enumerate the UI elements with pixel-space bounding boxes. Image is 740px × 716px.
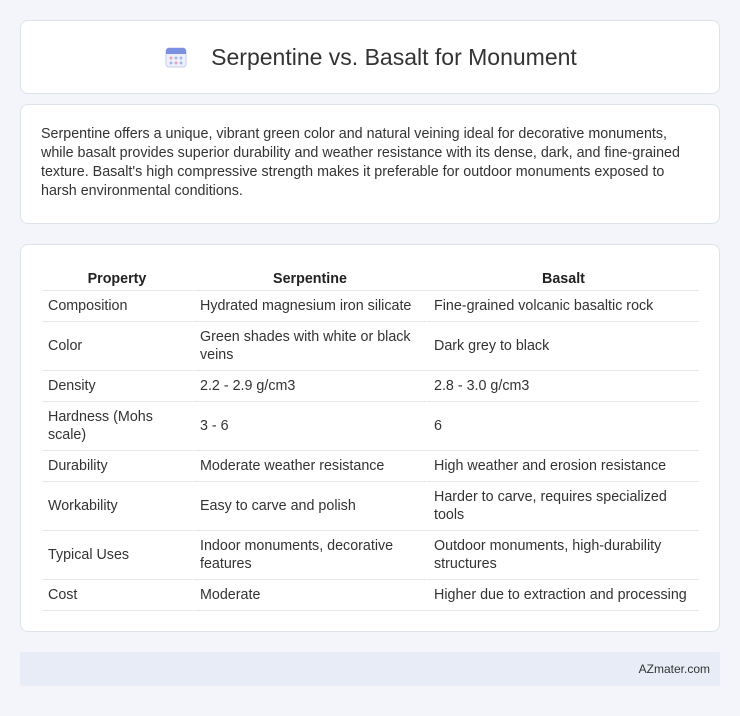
comparison-table — [42, 265, 699, 611]
cell-basalt: Outdoor monuments, high-durability structures — [426, 531, 699, 580]
footer — [20, 652, 720, 686]
cell-basalt: Dark grey to black — [426, 322, 699, 371]
footer-brand: AZmater.com — [638, 662, 710, 676]
cell-serpentine: Moderate — [192, 580, 426, 611]
intro-card — [20, 104, 720, 224]
cell-serpentine: 3 - 6 — [192, 402, 426, 451]
cell-serpentine: Indoor monuments, decorative features — [192, 531, 426, 580]
cell-serpentine: Hydrated magnesium iron silicate — [192, 291, 426, 322]
cell-property: Durability — [42, 451, 192, 482]
table-row — [42, 451, 699, 482]
calendar-icon — [163, 44, 189, 70]
cell-serpentine: Green shades with white or black veins — [192, 322, 426, 371]
cell-property: Typical Uses — [42, 531, 192, 580]
cell-property: Density — [42, 371, 192, 402]
cell-property: Cost — [42, 580, 192, 611]
cell-serpentine: Moderate weather resistance — [192, 451, 426, 482]
table-row — [42, 322, 699, 371]
cell-property: Workability — [42, 482, 192, 531]
header-serpentine: Serpentine — [192, 265, 426, 291]
table-row — [42, 531, 699, 580]
cell-serpentine: 2.2 - 2.9 g/cm3 — [192, 371, 426, 402]
page-title: Serpentine vs. Basalt for Monument — [211, 43, 577, 70]
cell-basalt: Fine-grained volcanic basaltic rock — [426, 291, 699, 322]
title-card — [20, 20, 720, 94]
table-row — [42, 482, 699, 531]
cell-property: Hardness (Mohs scale) — [42, 402, 192, 451]
table-row — [42, 402, 699, 451]
cell-property: Color — [42, 322, 192, 371]
intro-text: Serpentine offers a unique, vibrant green color and natural veining ideal for decorative monuments, while basalt provides superior durability and weather resistance with its dense, dark, and fine-grained texture. Basalt's high compressive strength makes it preferable for outdoor monuments exposed to harsh environmental conditions. — [41, 126, 680, 199]
table-header-row — [42, 265, 699, 291]
header-basalt: Basalt — [426, 265, 699, 291]
cell-basalt: 2.8 - 3.0 g/cm3 — [426, 371, 699, 402]
header-property: Property — [42, 265, 192, 291]
cell-basalt: High weather and erosion resistance — [426, 451, 699, 482]
table-row — [42, 371, 699, 402]
cell-basalt: Higher due to extraction and processing — [426, 580, 699, 611]
cell-property: Composition — [42, 291, 192, 322]
cell-basalt: Harder to carve, requires specialized tools — [426, 482, 699, 531]
cell-basalt: 6 — [426, 402, 699, 451]
cell-serpentine: Easy to carve and polish — [192, 482, 426, 531]
table-row — [42, 580, 699, 611]
table-row — [42, 291, 699, 322]
table-card — [20, 244, 720, 632]
